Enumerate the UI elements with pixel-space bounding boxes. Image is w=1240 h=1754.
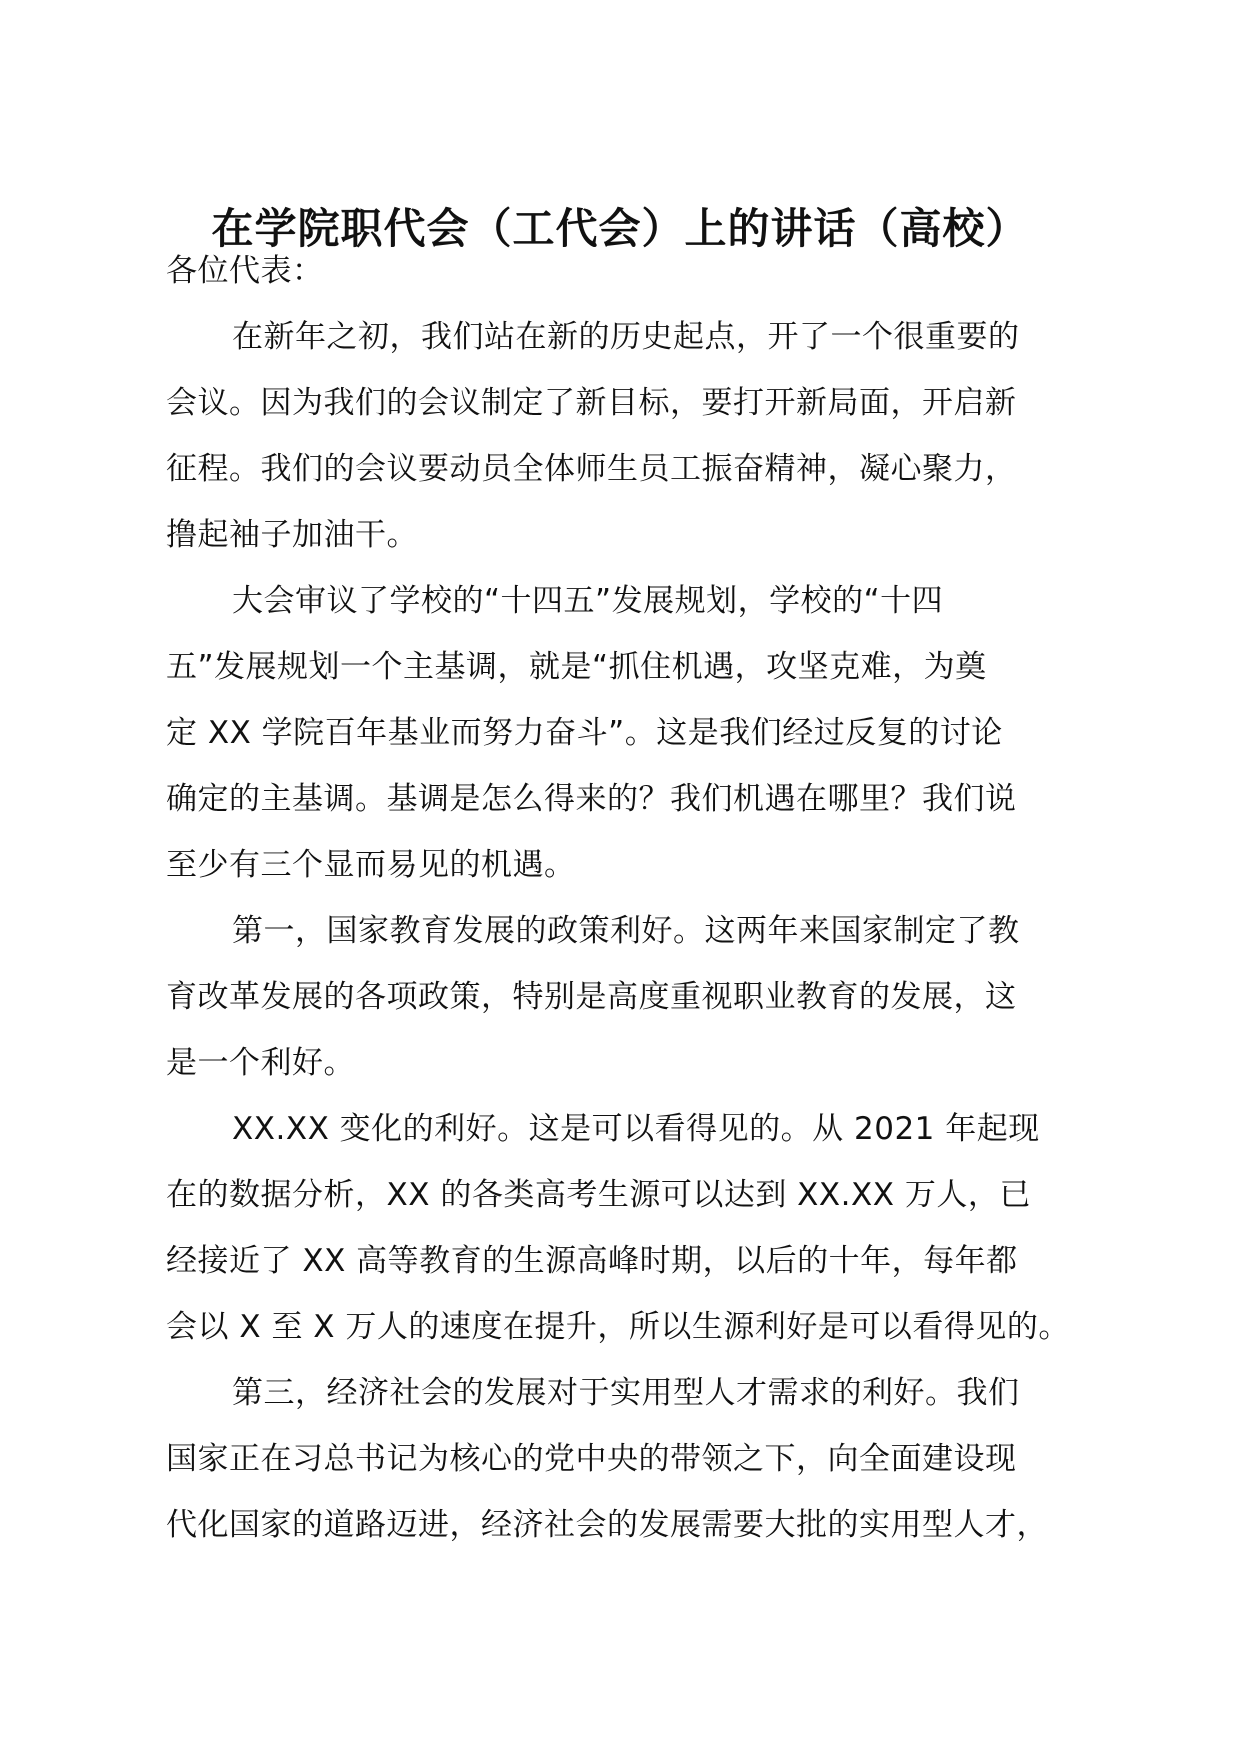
paragraph-3-line-2: 育改革发展的各项政策，特别是高度重视职业教育的发展，这 bbox=[166, 979, 1017, 1015]
paragraph-2-line-4: 确定的主基调。基调是怎么得来的？我们机遇在哪里？我们说 bbox=[166, 781, 1017, 817]
paragraph-1-line-3: 征程。我们的会议要动员全体师生员工振奋精神，凝心聚力， bbox=[166, 451, 1017, 487]
paragraph-5-line-3: 代化国家的道路迈进，经济社会的发展需要大批的实用型人才， bbox=[166, 1507, 1048, 1543]
paragraph-5-line-1: 第三，经济社会的发展对于实用型人才需求的利好。我们 bbox=[232, 1375, 1020, 1411]
paragraph-4-line-2: 在的数据分析，XX 的各类高考生源可以达到 XX.XX 万人，已 bbox=[166, 1177, 1031, 1213]
paragraph-4-line-1: XX.XX 变化的利好。这是可以看得见的。从 2021 年起现 bbox=[232, 1111, 1040, 1147]
paragraph-1-line-1: 在新年之初，我们站在新的历史起点，开了一个很重要的 bbox=[232, 319, 1020, 355]
document-body bbox=[166, 238, 1086, 1558]
paragraph-2-line-1: 大会审议了学校的“十四五”发展规划，学校的“十四 bbox=[232, 583, 944, 619]
salutation: 各位代表： bbox=[166, 253, 324, 289]
paragraph-2-line-2: 五”发展规划一个主基调，就是“抓住机遇，攻坚克难，为奠 bbox=[166, 649, 987, 685]
paragraph-2-line-3: 定 XX 学院百年基业而努力奋斗”。这是我们经过反复的讨论 bbox=[166, 715, 1003, 751]
paragraph-2-line-5: 至少有三个显而易见的机遇。 bbox=[166, 847, 576, 883]
paragraph-1-line-4: 撸起袖子加油干。 bbox=[166, 517, 418, 553]
document-title: 在学院职代会（工代会）上的讲话（高校） bbox=[211, 204, 1029, 253]
paragraph-3-line-3: 是一个利好。 bbox=[166, 1045, 355, 1081]
paragraph-4-line-4: 会以 X 至 X 万人的速度在提升，所以生源利好是可以看得见的。 bbox=[166, 1309, 1070, 1345]
paragraph-3-line-1: 第一，国家教育发展的政策利好。这两年来国家制定了教 bbox=[232, 913, 1020, 949]
paragraph-4-line-3: 经接近了 XX 高等教育的生源高峰时期，以后的十年，每年都 bbox=[166, 1243, 1018, 1279]
paragraph-5-line-2: 国家正在习总书记为核心的党中央的带领之下，向全面建设现 bbox=[166, 1441, 1017, 1477]
paragraph-1-line-2: 会议。因为我们的会议制定了新目标，要打开新局面，开启新 bbox=[166, 385, 1017, 421]
